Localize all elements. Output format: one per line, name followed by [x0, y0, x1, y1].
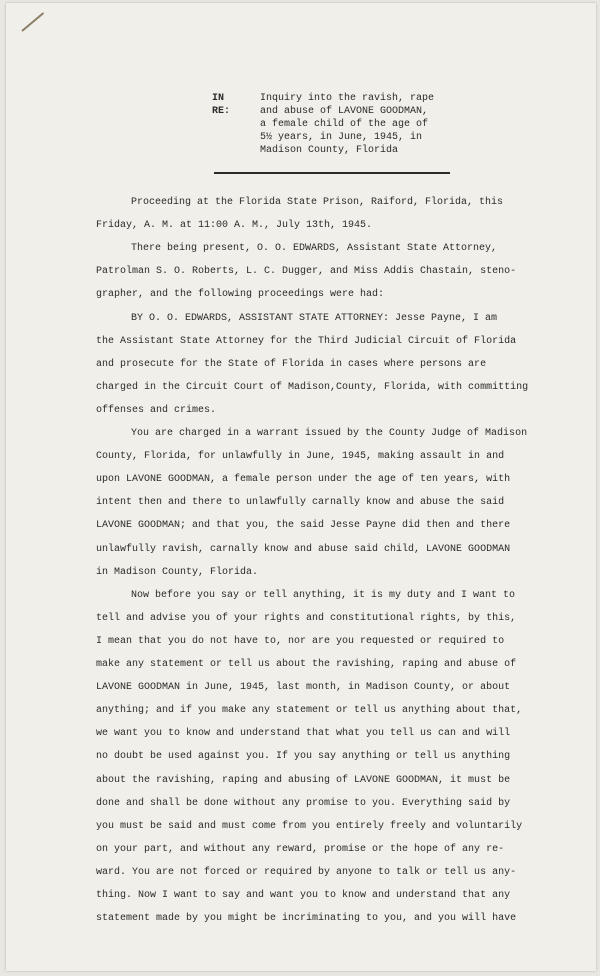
transcript-line: make any statement or tell us about the ravishing, raping and abuse of — [96, 659, 517, 670]
transcript-line: intent then and there to unlawfully carnally know and abuse the said — [96, 497, 505, 509]
transcript-line: done and shall be done without any promise to you. Everything said by — [96, 797, 511, 809]
transcript-line: about the ravishing, raping and abusing of LAVONE GOODMAN, it must be — [96, 774, 511, 786]
transcript-line: LAVONE GOODMAN; and that you, the said Jesse Payne did then and there — [96, 520, 511, 532]
case-subject-line: Madison County, Florida — [260, 145, 399, 156]
case-subject-line: 5½ years, in June, 1945, in — [260, 132, 423, 143]
transcript-line: unlawfully ravish, carnally know and abuse said child, LAVONE GOODMAN — [96, 543, 511, 555]
transcript-line: we want you to know and understand that what you tell us can and will — [96, 728, 511, 740]
transcript-line: and prosecute for the State of Florida in cases where persons are — [96, 358, 487, 370]
transcript-line: LAVONE GOODMAN in June, 1945, last month, in Madison County, or about — [96, 682, 511, 694]
transcript-line: ward. You are not forced or required by anyone to talk or tell us any- — [96, 866, 517, 878]
case-subject — [260, 92, 434, 157]
transcript-line: on your part, and without any reward, promise or the hope of any re- — [96, 843, 505, 855]
transcript-line: County, Florida, for unlawfully in June, 1945, making assault in and — [96, 451, 505, 463]
transcript-line: There being present, O. O. EDWARDS, Assistant State Attorney, — [131, 243, 498, 255]
header-divider — [214, 172, 450, 174]
transcript-line: BY O. O. EDWARDS, ASSISTANT STATE ATTORNEY: Jesse Payne, I am — [131, 312, 498, 324]
transcript-line: grapher, and the following proceedings were had: — [96, 289, 385, 301]
transcript-line: Now before you say or tell anything, it is my duty and I want to — [131, 589, 516, 601]
case-subject-line: a female child of the age of — [260, 119, 429, 130]
transcript-line: the Assistant State Attorney for the Third Judicial Circuit of Florida — [96, 335, 517, 347]
case-subject-line: Inquiry into the ravish, rape — [260, 93, 435, 104]
transcript-line: anything; and if you make any statement or tell us anything about that, — [96, 705, 523, 717]
transcript-line: tell and advise you of your rights and constitutional rights, by this, — [96, 612, 517, 624]
transcript-line: You are charged in a warrant issued by the County Judge of Madison — [131, 428, 528, 439]
transcript-line: no doubt be used against you. If you say anything or tell us anything — [96, 751, 511, 763]
transcript-line: charged in the Circuit Court of Madison,County, Florida, with committing — [96, 381, 529, 393]
transcript-line: I mean that you do not have to, nor are you requested or required to — [96, 635, 505, 647]
transcript-line: you must be said and must come from you entirely freely and voluntarily — [96, 820, 523, 832]
transcript-line: thing. Now I want to say and want you to know and understand that any — [96, 890, 511, 901]
transcript-line: statement made by you might be incriminating to you, and you will have — [96, 913, 517, 925]
case-subject-line: and abuse of LAVONE GOODMAN, — [260, 106, 429, 117]
transcript-line: offenses and crimes. — [96, 404, 217, 416]
transcript-line: upon LAVONE GOODMAN, a female person under the age of ten years, with — [96, 474, 511, 486]
transcript-line: Friday, A. M. at 11:00 A. M., July 13th, 1945. — [96, 220, 373, 232]
transcript-line: Patrolman S. O. Roberts, L. C. Dugger, and Miss Addis Chastain, steno- — [96, 266, 517, 278]
transcript-line: Proceeding at the Florida State Prison, Raiford, Florida, this — [131, 197, 504, 208]
transcript-line: in Madison County, Florida. — [96, 566, 259, 578]
in-re-label: IN RE: — [212, 93, 231, 117]
